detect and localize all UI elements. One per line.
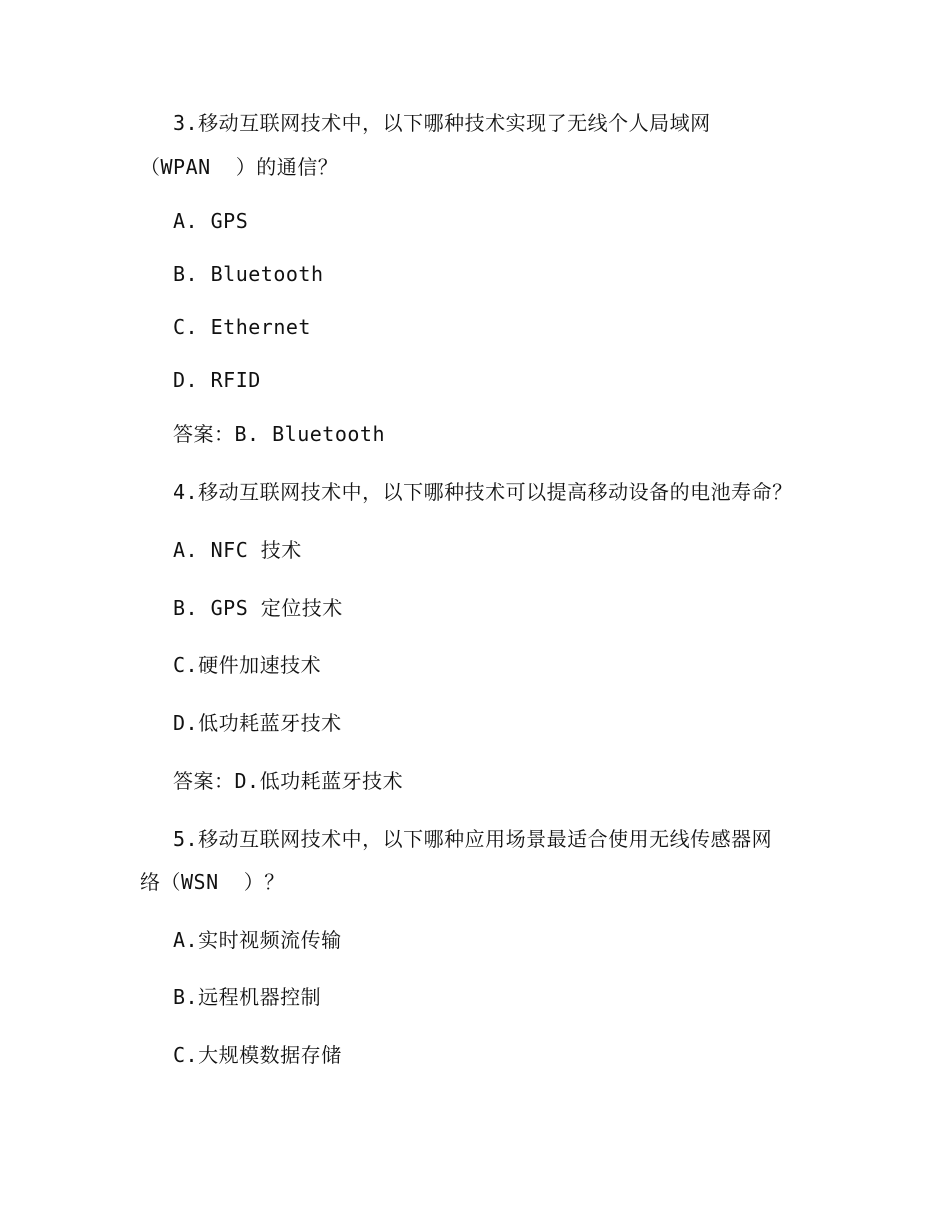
question-4-stem-line1: 4.移动互联网技术中，以下哪种技术可以提高移动设备的电池寿命？ [173, 480, 793, 504]
question-4-option-d: D.低功耗蓝牙技术 [173, 711, 342, 735]
question-4-option-b: B. GPS 定位技术 [173, 596, 343, 620]
question-3-option-b: B. Bluetooth [173, 262, 324, 286]
question-4-option-c: C.硬件加速技术 [173, 653, 322, 677]
question-4-answer: 答案：D.低功耗蓝牙技术 [173, 769, 404, 793]
question-5-option-c: C.大规模数据存储 [173, 1043, 342, 1067]
question-3-option-d: D. RFID [173, 368, 261, 392]
question-5-option-b: B.远程机器控制 [173, 985, 322, 1009]
question-3-stem-line1: 3.移动互联网技术中，以下哪种技术实现了无线个人局域网 [173, 111, 711, 135]
question-3-stem-line2: （WPAN ）的通信？ [140, 155, 339, 179]
question-4-option-a: A. NFC 技术 [173, 538, 302, 562]
question-3-answer: 答案：B. Bluetooth [173, 422, 385, 446]
question-3-option-c: C. Ethernet [173, 315, 311, 339]
question-5-option-a: A.实时视频流传输 [173, 928, 342, 952]
question-5-stem-line2: 络（WSN ）？ [140, 870, 285, 894]
question-3-option-a: A. GPS [173, 209, 249, 233]
question-5-stem-line1: 5.移动互联网技术中，以下哪种应用场景最适合使用无线传感器网 [173, 827, 773, 851]
